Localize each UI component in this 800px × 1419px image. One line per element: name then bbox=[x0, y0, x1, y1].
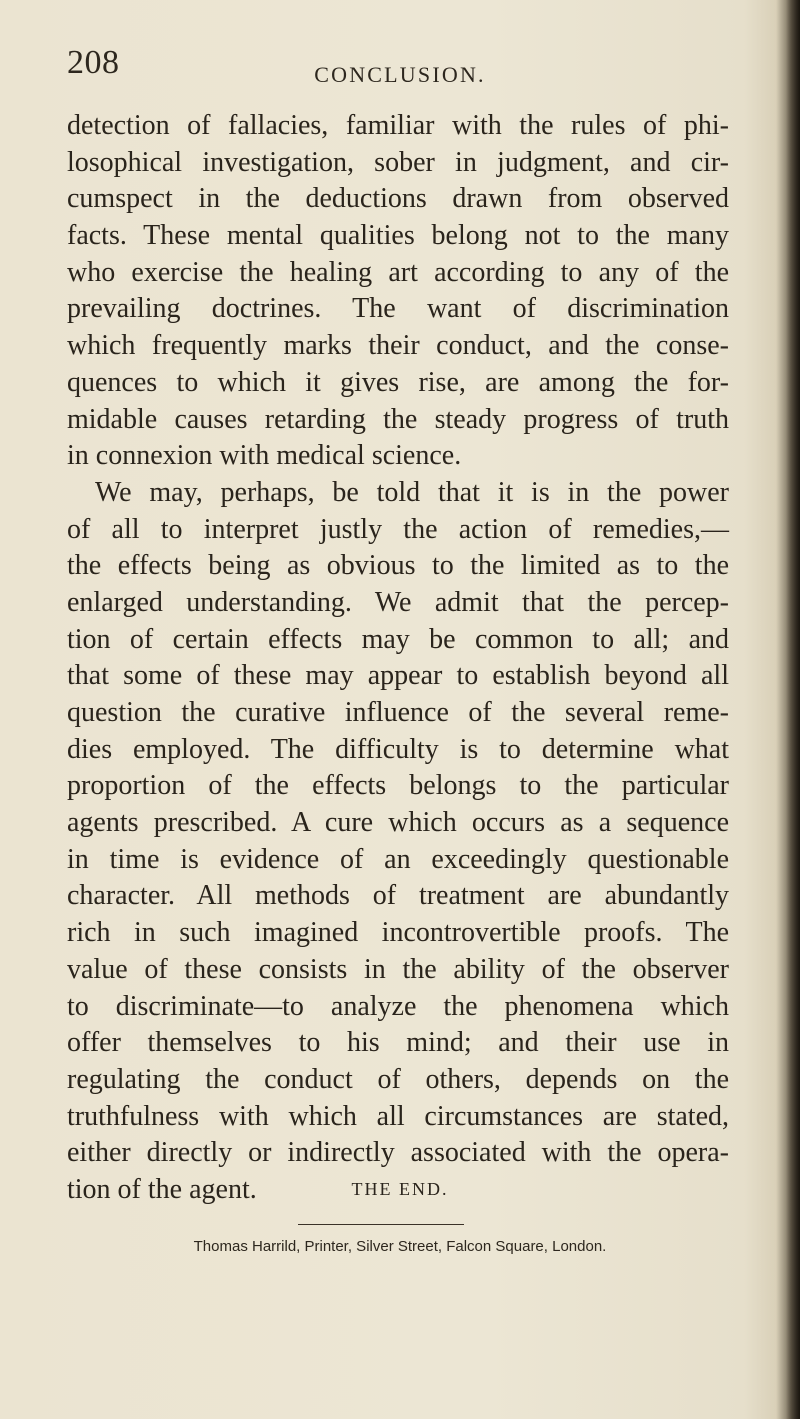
running-head: CONCLUSION. bbox=[314, 62, 486, 87]
text-line: value of these consists in the ability of the observer bbox=[67, 953, 729, 985]
text-line: tion of the agent. bbox=[67, 1173, 257, 1205]
text-line: who exercise the healing art according to any of the bbox=[67, 256, 729, 288]
text-line: character. All methods of treatment are abundantly bbox=[67, 880, 729, 912]
text-line: cumspect in the deductions drawn from observed bbox=[67, 183, 729, 215]
text-line: that some of these may appear to establish beyond all bbox=[67, 660, 729, 692]
text-line: which frequently marks their conduct, and the conse- bbox=[67, 330, 729, 362]
text-line: rich in such imagined incontrovertible proofs. The bbox=[67, 917, 729, 949]
text-line: quences to which it gives rise, are among the for- bbox=[67, 366, 729, 398]
printer-imprint: Thomas Harrild, Printer, Silver Street, Falcon Square, London. bbox=[193, 1238, 607, 1255]
text-line: We may, perhaps, be told that it is in the power bbox=[95, 476, 729, 508]
text-line: dies employed. The difficulty is to determine what bbox=[67, 733, 729, 765]
text-line: losophical investigation, sober in judgment, and cir- bbox=[67, 146, 729, 178]
text-line: in time is evidence of an exceedingly questionable bbox=[67, 843, 729, 875]
paragraph-1 bbox=[67, 108, 729, 475]
page-edge-shadow bbox=[786, 0, 800, 1419]
text-line: detection of fallacies, familiar with the rules of phi- bbox=[67, 110, 729, 141]
text-line: either directly or indirectly associated with the opera- bbox=[67, 1137, 729, 1169]
text-line: offer themselves to his mind; and their use in bbox=[67, 1027, 729, 1059]
body-text bbox=[67, 108, 729, 1209]
text-line: the effects being as obvious to the limited as to the bbox=[67, 550, 729, 582]
text-line: truthfulness with which all circumstances are stated, bbox=[67, 1100, 729, 1132]
text-line: regulating the conduct of others, depends on the bbox=[67, 1063, 729, 1095]
text-line: in connexion with medical science. bbox=[67, 440, 462, 472]
text-line: agents prescribed. A cure which occurs as a sequence bbox=[67, 807, 729, 839]
page-number: 208 bbox=[67, 44, 120, 81]
text-line: enlarged understanding. We admit that the percep- bbox=[67, 586, 729, 618]
text-line: facts. These mental qualities belong not to the many bbox=[67, 220, 729, 252]
divider-rule bbox=[298, 1224, 464, 1225]
the-end-heading: THE END. bbox=[351, 1179, 449, 1199]
paragraph-2 bbox=[67, 475, 729, 1209]
text-line: tion of certain effects may be common to all; and bbox=[67, 623, 729, 655]
text-line: prevailing doctrines. The want of discrimination bbox=[67, 293, 729, 325]
text-line: midable causes retarding the steady progress of truth bbox=[67, 403, 729, 435]
text-line: question the curative influence of the several reme- bbox=[67, 697, 729, 728]
text-line: to discriminate—to analyze the phenomena which bbox=[67, 990, 729, 1022]
text-line: proportion of the effects belongs to the particular bbox=[67, 770, 729, 802]
text-line: of all to interpret justly the action of remedies,— bbox=[67, 513, 729, 545]
